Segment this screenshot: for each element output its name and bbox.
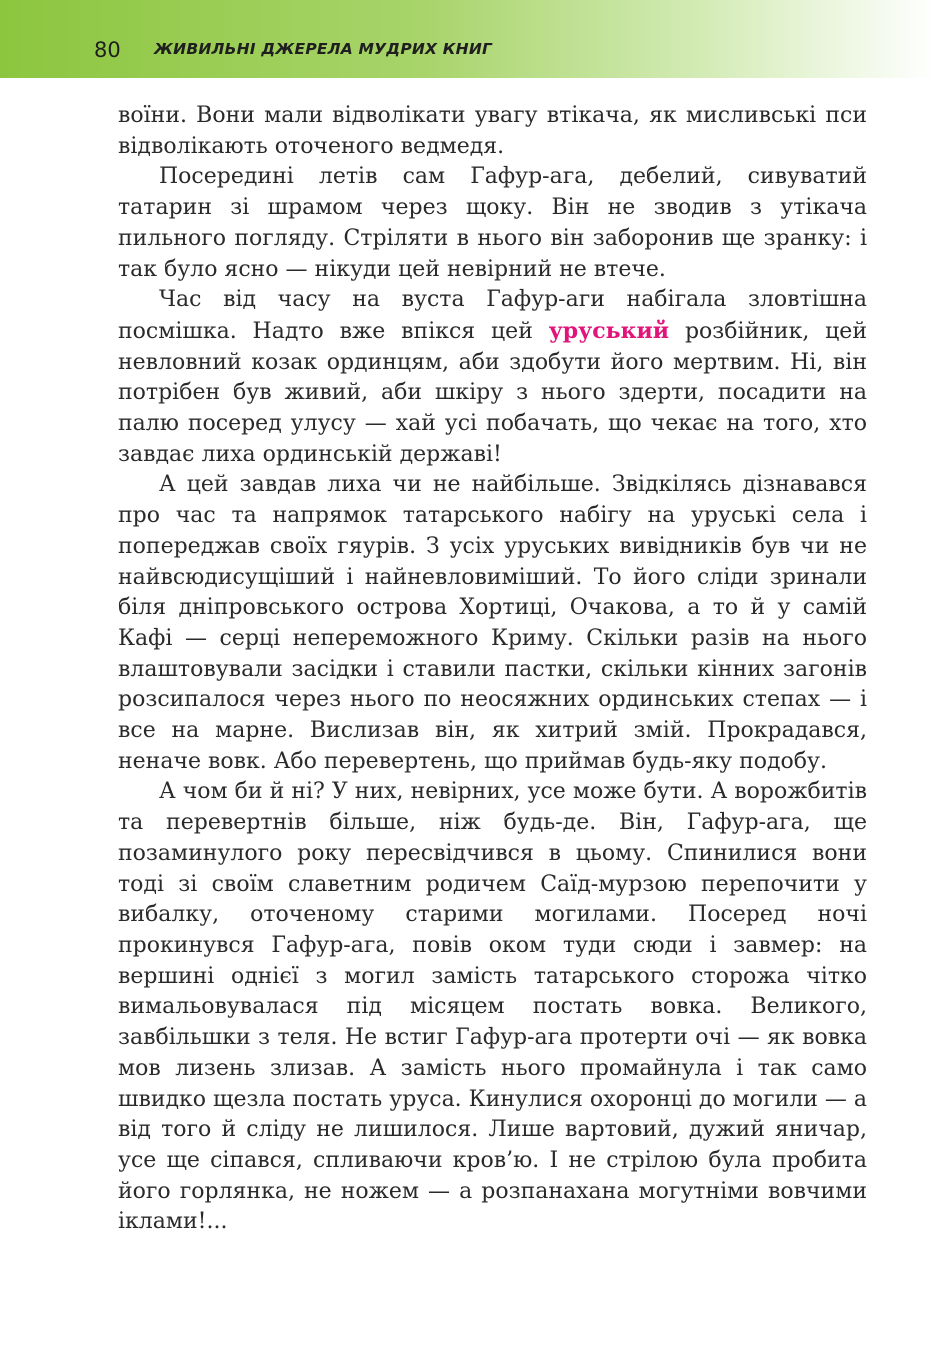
paragraph-4: А цей завдав лиха чи не найбільше. Звідкілясь дізнавався про час та напрямок татарського набігу на уруські села і попереджав своїх гяурів. З усіх уруських вивідників був чи не найвсюдисущіший і найневловиміший. То його сліди зринали біля дніпровського острова Хортиці, Очакова, а то й у самій Кафі — серці непереможного Криму. Скільки разів на нього влаштовували засідки і ставили пастки, скільки кінних загонів розсипалося через нього по неосяжних ординських степах — і все на марне. Вислизав він, як хитрий змій. Прокрадався, неначе вовк. Або перевертень, що приймав будь-яку подобу. [118,472,867,774]
body-text [118,101,867,1238]
page-number: 80 [94,38,121,62]
paragraph-3 [118,285,867,470]
paragraph-2: Посередині летів сам Гафур-ага, дебелий, сивуватий татарин зі шрамом через щоку. Він не зводив з утікача пильного погляду. Стріляти в нього він заборонив ще зранку: і так було ясно — нікуди цей невірний не втече. [118,164,867,282]
page-header [0,0,935,78]
running-title: ЖИВИЛЬНІ ДЖЕРЕЛА МУДРИХ КНИГ [154,40,493,58]
paragraph-3-end: розбійник, цей невловний козак ординцям, аби здобути його мертвим. Ні, він потрібен був живий, аби шкіру з нього здерти, посадити на палю посеред улусу — хай усі побачать, що чекає на того, хто завдає лиха ординській державі! [118,318,867,467]
paragraph-3-start: Час від часу на вуста Гафур-аги набігала зловтішна посмішка. Надто вже впікся цей [118,287,867,344]
paragraph-5: А чом би й ні? У них, невірних, усе може бути. А ворожбитів та перевертнів більше, ніж будь-де. Він, Гафур-ага, ще позаминулого року пересвідчився в цьому. Спинилися вони тоді зі своїм славетним родичем Саїд-мурзою перепочити у вибалку, оточеному старими могилами. Посеред ночі прокинувся Гафур-ага, повів оком туди сюди і завмер: на вершині однієї з могил замість татарського сторожа чітко вимальовувалася під місяцем постать вовка. Великого, завбільшки з теля. Не встиг Гафур-ага протерти очі — як вовка мов лизень злизав. А замість нього промайнула і так само швидко щезла постать уруса. Кинулися охоронці до могили — а від того й сліду не лишилося. Лише вартовий, дужий яничар, усе ще сіпався, спливаючи кров’ю. І не стрілою була пробита його горлянка, не ножем — а розпанахана могутніми вовчими іклами!... [118,779,867,1235]
paragraph-1: воїни. Вони мали відволікати увагу втікача, як мисливські пси відволікають оточеного ведмедя. [118,103,867,159]
highlighted-word: уруський [548,317,670,344]
